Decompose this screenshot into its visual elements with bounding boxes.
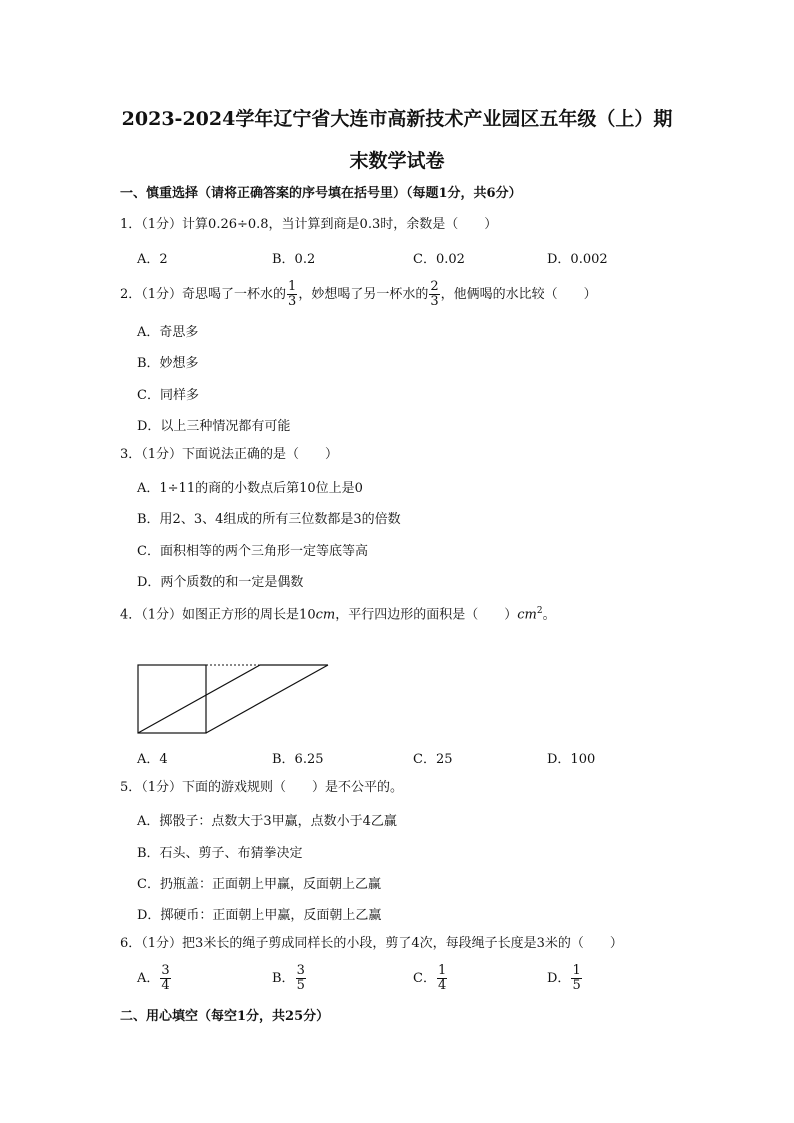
q2-stem: 2．（1分）奇思喝了一杯水的 $\frac{1}{3}$ ，妙想喝了另一杯水的 $\frac{2}{3}$ ，他俩喝的水比较（ ） <box>120 279 597 309</box>
q5-option-a: A．掷骰子：点数大于3甲赢，点数小于4乙赢 <box>137 814 397 829</box>
q4-option-d: D．100 <box>547 752 596 767</box>
square <box>138 665 206 733</box>
title-line-2: 末数学试卷 <box>349 150 445 172</box>
q2-fraction-1: $\frac{1}{3}$ <box>288 279 297 309</box>
q6-option-b: B． $\frac{3}{5}$ <box>272 963 305 993</box>
q4-option-b: B．6.25 <box>272 752 324 767</box>
title-line-1: 2023-2024学年辽宁省大连市高新技术产业园区五年级（上）期 <box>121 108 673 130</box>
q1-option-d: D．0.002 <box>547 252 608 267</box>
q1-stem: 1．（1分）计算0.26÷0.8，当计算到商是0.3时，余数是（ ） <box>120 217 498 232</box>
q2-option-c: C．同样多 <box>137 388 199 403</box>
q6-option-d: D． $\frac{1}{5}$ <box>547 963 581 993</box>
q1-option-b: B．0.2 <box>272 252 316 267</box>
q3-option-c: C．面积相等的两个三角形一定等底等高 <box>137 544 368 559</box>
parallelogram-right-side <box>206 665 328 733</box>
q2-option-d: D．以上三种情况都有可能 <box>137 419 291 434</box>
q2-fraction-2: $\frac{2}{3}$ <box>430 279 439 309</box>
q4-option-a: A．4 <box>137 752 168 767</box>
q5-option-d: D．掷硬币：正面朝上甲赢，反面朝上乙赢 <box>137 908 382 923</box>
square-diagonal <box>138 665 260 733</box>
q3-stem: 3．（1分）下面说法正确的是（ ） <box>120 447 339 462</box>
q2-option-a: A．奇思多 <box>137 325 199 340</box>
q6-option-a: A． $\frac{3}{4}$ <box>137 963 170 993</box>
q1-option-a: A．2 <box>137 252 168 267</box>
section-2-heading: 二、用心填空（每空1分，共25分） <box>120 1009 330 1024</box>
q5-stem: 5．（1分）下面的游戏规则（ ）是不公平的。 <box>120 780 404 795</box>
q6-option-c: C． $\frac{1}{4}$ <box>413 963 447 993</box>
q4-stem: 4．（1分）如图正方形的周长是10cm，平行四边形的面积是（ ）$cm^2$。 <box>120 606 556 623</box>
square-parallelogram-figure <box>136 660 332 736</box>
q5-option-c: C．扔瓶盖：正面朝上甲赢，反面朝上乙赢 <box>137 877 381 892</box>
q3-option-d: D．两个质数的和一定是偶数 <box>137 575 304 590</box>
q4-option-c: C．25 <box>413 752 453 767</box>
q2-option-b: B．妙想多 <box>137 356 199 371</box>
q1-option-c: C．0.02 <box>413 252 465 267</box>
q6-stem: 6．（1分）把3米长的绳子剪成同样长的小段，剪了4次，每段绳子长度是3米的（ ） <box>120 936 623 951</box>
section-1-heading: 一、慎重选择（请将正确答案的序号填在括号里）（每题1分，共6分） <box>120 186 522 201</box>
q5-option-b: B．石头、剪子、布猜拳决定 <box>137 846 303 861</box>
q3-option-b: B．用2、3、4组成的所有三位数都是3的倍数 <box>137 512 401 527</box>
q3-option-a: A．1÷11的商的小数点后第10位上是0 <box>137 481 363 496</box>
